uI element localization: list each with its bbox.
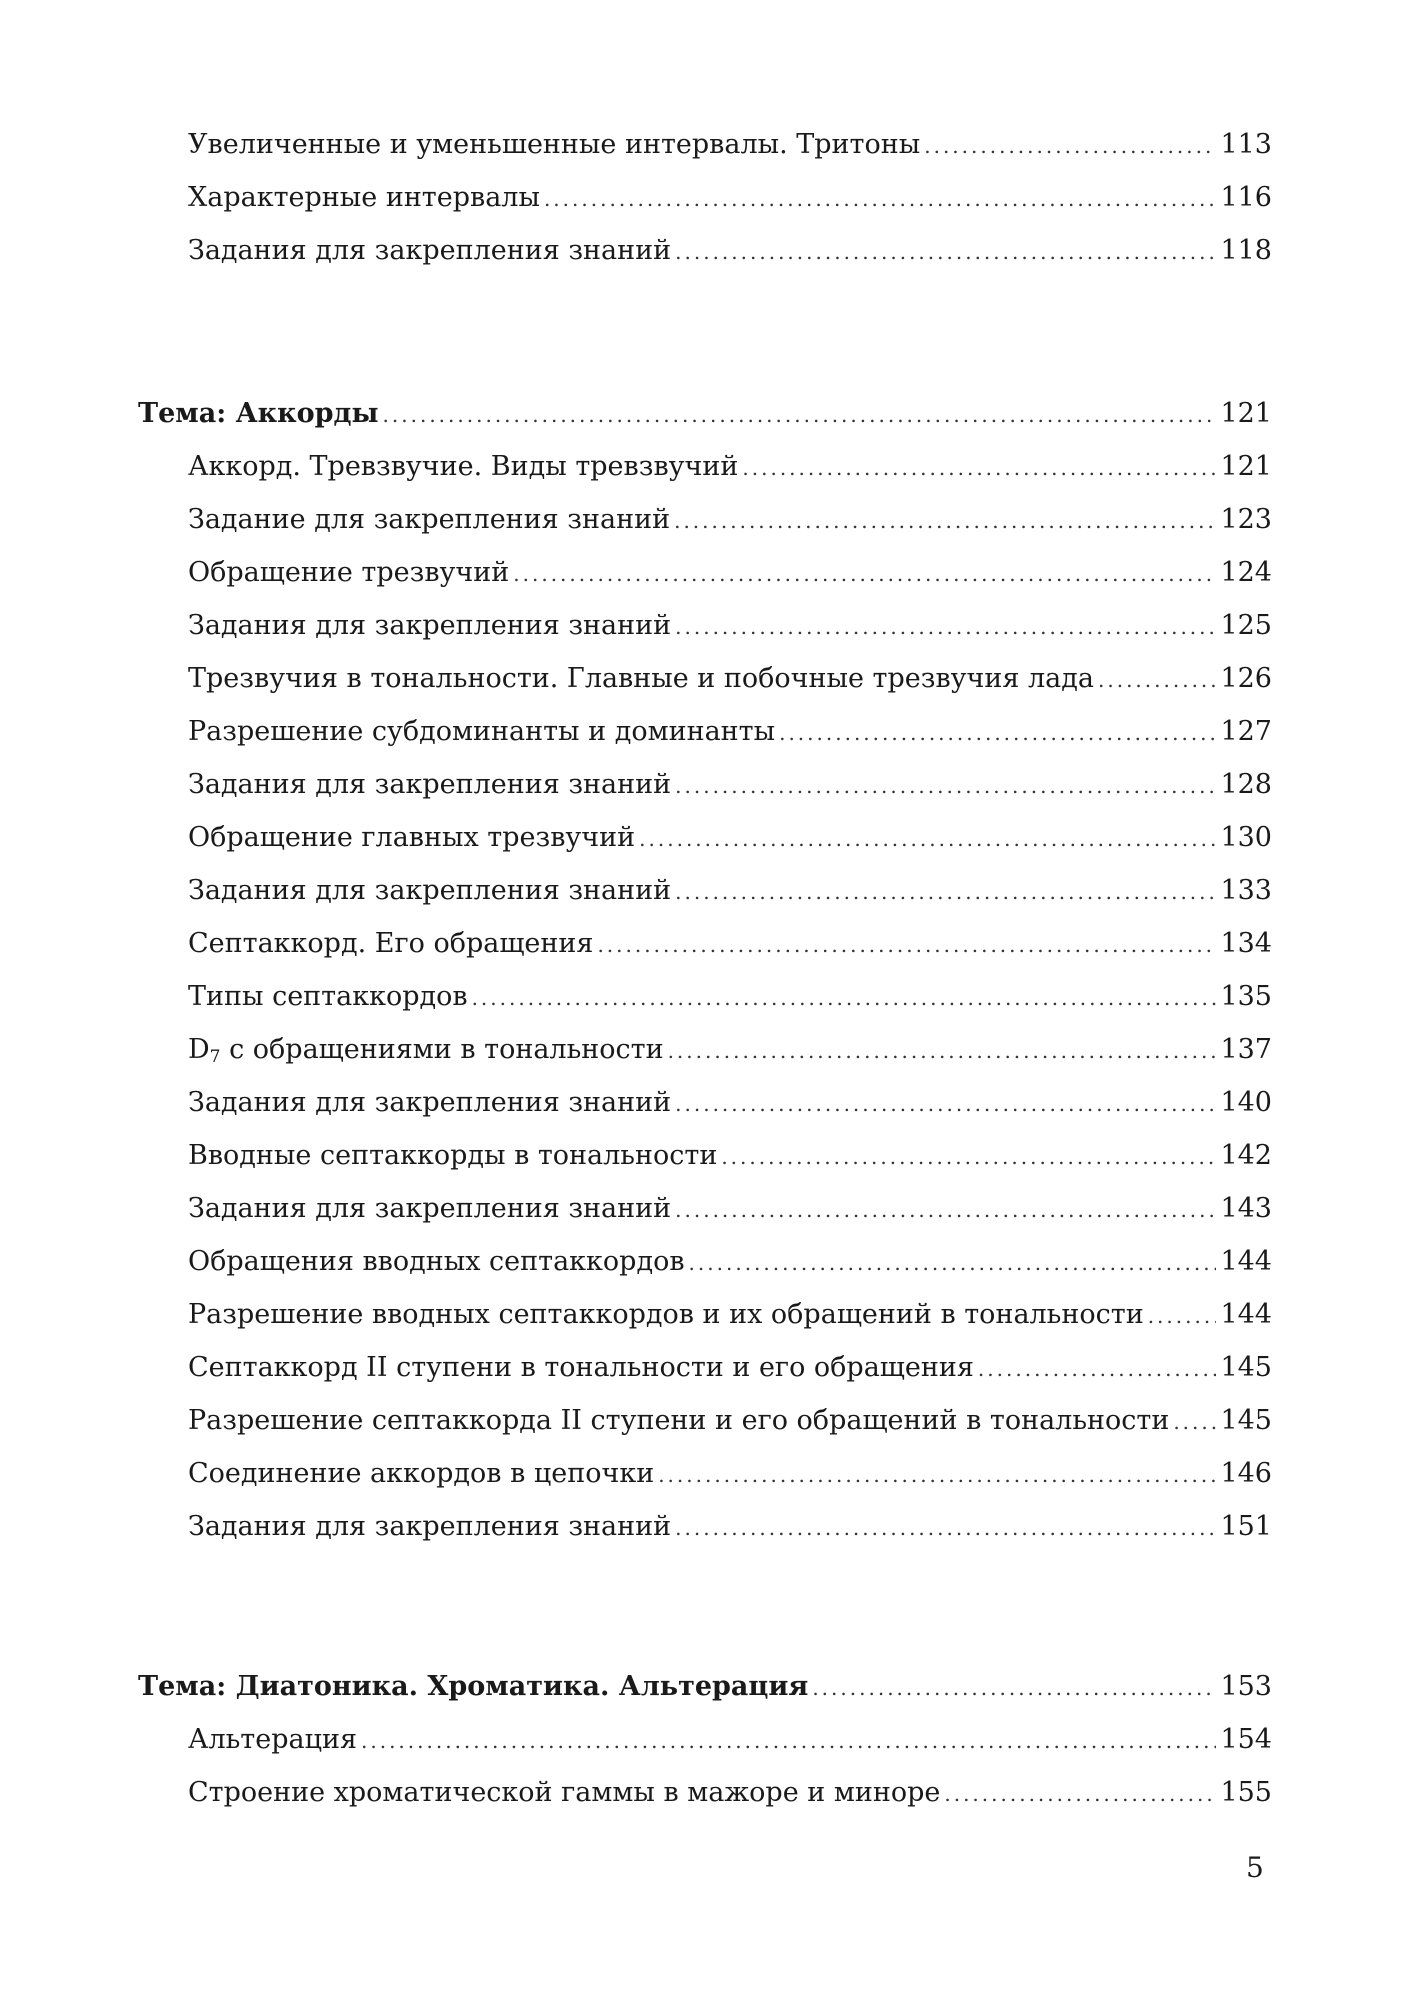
- dot-leader: [1148, 1298, 1217, 1334]
- dot-leader: [675, 874, 1216, 910]
- dot-leader: [742, 450, 1216, 486]
- dot-leader: [658, 1457, 1216, 1493]
- dot-leader: [675, 1192, 1216, 1228]
- toc-entry[interactable]: [188, 1456, 1272, 1493]
- toc-entry-title: Септаккорд II ступени в тональности и его обращения: [188, 1352, 974, 1383]
- toc-entry[interactable]: [188, 555, 1272, 592]
- toc-entry-page: 121: [1220, 451, 1272, 482]
- dot-leader: [1173, 1404, 1216, 1440]
- toc-entry-title: Вводные септаккорды в тональности: [188, 1140, 718, 1171]
- toc-entry[interactable]: [188, 714, 1272, 751]
- toc-entry-page: 144: [1220, 1246, 1272, 1277]
- toc-entry[interactable]: [188, 661, 1272, 698]
- dot-leader: [675, 609, 1216, 645]
- toc-entry[interactable]: [188, 180, 1272, 217]
- dot-leader: [779, 715, 1216, 751]
- toc-entry-page: 151: [1220, 1511, 1272, 1542]
- toc-entry-title: Аккорд. Тревзвучие. Виды тревзвучий: [188, 451, 739, 482]
- toc-entry-page: 130: [1220, 822, 1272, 853]
- toc-entry-title: Задания для закрепления знаний: [188, 610, 672, 641]
- d7-symbol: D: [188, 1034, 210, 1065]
- dot-leader: [1098, 662, 1216, 698]
- toc-entry-title: Типы септаккордов: [188, 981, 468, 1012]
- toc-entry[interactable]: [188, 926, 1272, 963]
- toc-entry[interactable]: [188, 820, 1272, 857]
- toc-entry-title: Разрешение вводных септаккордов и их обращений в тональности: [188, 1299, 1144, 1330]
- dot-leader: [944, 1776, 1216, 1812]
- dot-leader: [472, 980, 1217, 1016]
- dot-leader: [924, 128, 1216, 164]
- toc-entry-page: 146: [1220, 1458, 1272, 1489]
- toc-entry-title: Задания для закрепления знаний: [188, 875, 672, 906]
- toc-entry[interactable]: [188, 979, 1272, 1016]
- dot-leader: [675, 234, 1216, 270]
- toc-entry-page: 127: [1220, 716, 1272, 747]
- toc-entry-title: Трезвучия в тональности. Главные и побочные трезвучия лада: [188, 663, 1094, 694]
- toc-entry[interactable]: [188, 1085, 1272, 1122]
- dot-leader: [812, 1670, 1216, 1706]
- toc-entry-page: 143: [1220, 1193, 1272, 1224]
- toc-entry[interactable]: [188, 1722, 1272, 1759]
- toc-entry-title: Обращение трезвучий: [188, 557, 510, 588]
- toc-entry-page: 126: [1220, 663, 1272, 694]
- toc-entry[interactable]: [188, 233, 1272, 270]
- toc-section-heading[interactable]: [138, 396, 1272, 433]
- dot-leader: [675, 1086, 1216, 1122]
- dot-leader: [675, 768, 1216, 804]
- dot-leader: [674, 503, 1216, 539]
- dot-leader: [639, 821, 1216, 857]
- toc-entry-title: Задание для закрепления знаний: [188, 504, 671, 535]
- toc-section-heading[interactable]: [138, 1669, 1272, 1706]
- dot-leader: [668, 1033, 1217, 1069]
- section-heading-page: 121: [1220, 398, 1272, 429]
- toc-entry-title: Задания для закрепления знаний: [188, 1087, 672, 1118]
- toc-entry-page: 116: [1220, 182, 1272, 213]
- toc-entry-page: 154: [1220, 1724, 1272, 1755]
- toc-entry[interactable]: [188, 767, 1272, 804]
- toc-entry[interactable]: [188, 873, 1272, 910]
- toc-entry-page: 128: [1220, 769, 1272, 800]
- toc-entry-title: Задания для закрепления знаний: [188, 235, 672, 266]
- toc-entry[interactable]: [188, 1509, 1272, 1546]
- toc-entry-page: 140: [1220, 1087, 1272, 1118]
- toc-entry-title: Задания для закрепления знаний: [188, 1193, 672, 1224]
- dot-leader: [361, 1723, 1216, 1759]
- toc-entry-page: 134: [1220, 928, 1272, 959]
- toc-entry-title: Альтерация: [188, 1724, 357, 1755]
- toc-entry-page: 145: [1220, 1405, 1272, 1436]
- section-heading-title: Тема: Аккорды: [138, 398, 379, 429]
- dot-leader: [689, 1245, 1217, 1281]
- toc-entry[interactable]: [188, 1350, 1272, 1387]
- dot-leader: [383, 397, 1217, 433]
- d7-subscript: 7: [209, 1047, 221, 1067]
- toc-entry-title: Разрешение субдоминанты и доминанты: [188, 716, 776, 747]
- toc-entry-title: Задания для закрепления знаний: [188, 769, 672, 800]
- toc-entry[interactable]: [188, 449, 1272, 486]
- toc-entry-page: 135: [1220, 981, 1272, 1012]
- toc-entry[interactable]: [188, 502, 1272, 539]
- toc-entry-title: Обращения вводных септаккордов: [188, 1246, 685, 1277]
- toc-entry-page: 137: [1220, 1034, 1272, 1065]
- toc-entry[interactable]: [188, 1138, 1272, 1175]
- toc-entry[interactable]: [188, 127, 1272, 164]
- toc-entry-title: Строение хроматической гаммы в мажоре и миноре: [188, 1777, 941, 1808]
- toc-entry-page: 144: [1220, 1299, 1272, 1330]
- dot-leader: [721, 1139, 1216, 1175]
- dot-leader: [675, 1510, 1216, 1546]
- toc-entry-page: 155: [1220, 1777, 1272, 1808]
- toc-entry-page: 125: [1220, 610, 1272, 641]
- toc-entry[interactable]: [188, 608, 1272, 645]
- toc-entry[interactable]: [188, 1032, 1272, 1075]
- dot-leader: [544, 181, 1217, 217]
- toc-entry-page: 142: [1220, 1140, 1272, 1171]
- section-heading-title: Тема: Диатоника. Хроматика. Альтерация: [138, 1671, 809, 1702]
- toc-entry-title: Увеличенные и уменьшенные интервалы. Тритоны: [188, 129, 921, 160]
- toc-entry-page: 145: [1220, 1352, 1272, 1383]
- toc-entry-page: 118: [1220, 235, 1272, 266]
- toc-entry-page: 123: [1220, 504, 1272, 535]
- toc-entry-title: Разрешение септаккорда II ступени и его обращений в тональности: [188, 1405, 1170, 1436]
- dot-leader: [597, 927, 1216, 963]
- toc-entry[interactable]: [188, 1403, 1272, 1440]
- toc-entry-title: Характерные интервалы: [188, 182, 540, 213]
- toc-entry[interactable]: [188, 1775, 1272, 1812]
- dot-leader: [978, 1351, 1217, 1387]
- toc-entry-page: 113: [1220, 129, 1272, 160]
- toc-entry[interactable]: [188, 1244, 1272, 1281]
- toc-entry-page: 133: [1220, 875, 1272, 906]
- dot-leader: [513, 556, 1216, 592]
- toc-entry-title: Септаккорд. Его обращения: [188, 928, 594, 959]
- toc-entry-title: [188, 1032, 664, 1075]
- toc-entry-page: 124: [1220, 557, 1272, 588]
- toc-entry-title: Задания для закрепления знаний: [188, 1511, 672, 1542]
- toc-entry[interactable]: [188, 1191, 1272, 1228]
- section-heading-page: 153: [1220, 1671, 1272, 1702]
- toc-entry-title-rest: с обращениями в тональности: [220, 1034, 664, 1065]
- toc-entry[interactable]: [188, 1297, 1272, 1334]
- toc-entry-title: Обращение главных трезвучий: [188, 822, 636, 853]
- toc-entry-title: Соединение аккордов в цепочки: [188, 1458, 655, 1489]
- page-number: 5: [1246, 1851, 1264, 1884]
